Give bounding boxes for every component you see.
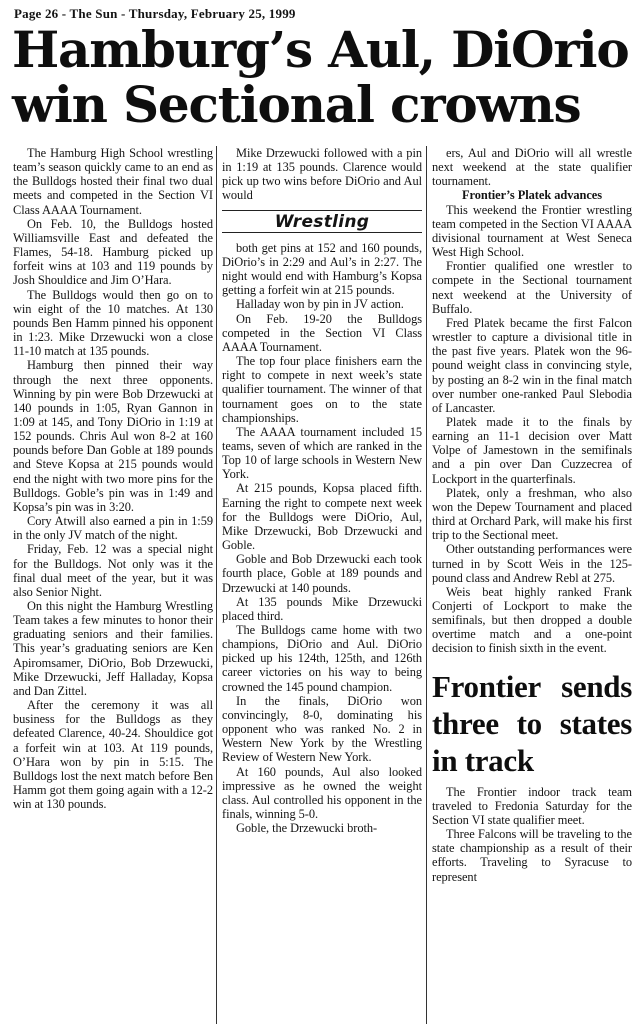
headline — [12, 22, 632, 132]
paragraph: Mike Drzewucki followed with a pin in 1:19 at 135 pounds. Clarence would pick up two wins before DiOrio and Aul would — [222, 146, 422, 203]
paragraph: ers, Aul and DiOrio will all wrestle next weekend at the state qualifier tournament. — [432, 146, 632, 189]
paragraph: Three Falcons will be traveling to the state championship as a result of their efforts. Traveling to Syracuse to represent — [432, 827, 632, 884]
track-headline: Frontier sends three to states in track — [432, 668, 632, 778]
headline-line-2: win Sectional crowns — [12, 75, 581, 134]
paragraph: Fred Platek became the first Falcon wrestler to capture a divisional title in the past five years. Platek won the 96-pound weight class in convincing style, by posting an 8-2 win in the final match over number one-ranked Paul Slebodia of Lancaster. — [432, 315, 632, 415]
paragraph: This weekend the Frontier wrestling team competed in the Section VI AAAA divisional tournament at West Seneca West High School. — [432, 202, 632, 260]
section-signature: Wrestling — [222, 210, 422, 233]
paragraph: Platek made it to the finals by earning an 11-1 decision over Matt Volpe of Jamestown in the semifinals and a pin over Dan Cuzzecrea of Lockport in the quarterfinals. — [432, 414, 632, 486]
paragraph: Other outstanding performances were turned in by Scott Weis in the 125-pound class and Andrew Rebl at 275. — [432, 542, 632, 585]
paragraph: The top four place finishers earn the right to compete in next week’s state qualifier tournament. The winner of that tournament goes on to the state championships. — [222, 354, 422, 425]
paragraph: The Bulldogs came home with two champions, DiOrio and Aul. DiOrio picked up his 124th, 125th, and 126th career victories on his way to being crowned the 145 pound champion. — [222, 623, 422, 694]
paragraph: On Feb. 19-20 the Bulldogs competed in the Section VI Class AAAA Tournament. — [222, 311, 422, 354]
page-folio: Page 26 - The Sun - Thursday, February 25, 1999 — [14, 6, 296, 21]
paragraph: Cory Atwill also earned a pin in 1:59 in the only JV match of the night. — [13, 514, 213, 543]
paragraph: At 160 pounds, Aul also looked impressive as he owned the weight class. Aul controlled his opponent in the finals, winning 5-0. — [222, 764, 422, 822]
column-rule — [426, 146, 427, 1024]
paragraph: Goble, the Drzewucki broth- — [236, 821, 378, 836]
paragraph: The Hamburg High School wrestling team’s season quickly came to an end as the Bulldogs hosted their final two dual meets and competed in the Section VI Class AAAA Tournament. — [13, 146, 213, 217]
paragraph: Frontier qualified one wrestler to compete in the Sectional tournament next weekend at the University of Buffalo. — [432, 259, 632, 316]
paragraph: On this night the Hamburg Wrestling Team takes a few minutes to honor their graduating seniors and their families. This year’s graduating seniors are Ken Apiromsamer, DiOrio, Bob Drzewucki, Mike Drzewucki, Jeff Halladay, Kopsa and Dan Zittel. — [13, 599, 213, 698]
paragraph: Halladay won by pin in JV action. — [236, 297, 404, 312]
paragraph: both get pins at 152 and 160 pounds, DiOrio’s in 2:29 and Aul’s in 2:27. The night would end with Hamburg’s Kopsa getting a forfeit win at 215 pounds. — [222, 240, 422, 298]
article-column-2 — [222, 146, 422, 835]
article-column-3 — [432, 146, 632, 884]
paragraph: In the finals, DiOrio won convincingly, 8-0, dominating his opponent who was ranked No. 2 in Western New York by the Wrestling Review of Western New York. — [222, 693, 422, 765]
column-rule — [216, 146, 217, 1024]
article-column-1 — [13, 146, 213, 811]
paragraph: Platek, only a freshman, who also won the Depew Tournament and placed third at Orchard Park, will make his first trip to the Sectional meet. — [432, 485, 632, 543]
paragraph: After the ceremony it was all business for the Bulldogs as they defeated Clarence, 40-24. Shouldice got a forfeit win at 103. At 119 pounds, O’Hara won by pin in 5:15. The Bulldogs lost the next match before Ben Hamm got them going again with a 12-2 win at 130 pounds. — [13, 698, 213, 812]
subheading: Frontier’s Platek advances — [461, 188, 603, 203]
paragraph: On Feb. 10, the Bulldogs hosted Williamsville East and defeated the Flames, 54-18. Hamburg picked up forfeit wins at 103 and 119 pounds by Josh Shouldice and Jim O’Hara. — [13, 216, 213, 288]
headline-line-1: Hamburg’s Aul, DiOrio — [12, 20, 629, 79]
paragraph: The AAAA tournament included 15 teams, seven of which are ranked in the Top 10 of large schools in Western New York. — [222, 424, 422, 482]
paragraph: Hamburg then pinned their way through the next three opponents. Winning by pin were Bob Drzewucki at 140 pounds in 1:05, Ryan Gannon in 1:09 at 145, and Tony DiOrio in 1:19 at 152 pounds. Chris Aul won 8-2 at 160 pounds before Dan Goble at 189 pounds and Steve Kopsa at 215 pounds would end the night with two more pins for the Bulldogs. Goble’s pin was in 1:49 and Kopsa’s pin was in 3:20. — [13, 358, 213, 514]
paragraph: At 135 pounds Mike Drzewucki placed third. — [222, 594, 422, 623]
paragraph: Friday, Feb. 12 was a special night for the Bulldogs. Not only was it the final dual meet of the year, but it was also Senior Night. — [13, 542, 213, 599]
paragraph: The Frontier indoor track team traveled to Fredonia Saturday for the Section VI state qualifier meet. — [432, 784, 632, 827]
paragraph: Weis beat highly ranked Frank Conjerti of Lockport to make the semifinals, but then dropped a double overtime match and a one-point decision to finish sixth in the event. — [432, 584, 632, 656]
paragraph: The Bulldogs would then go on to win eight of the 10 matches. At 130 pounds Ben Hamm pinned his opponent in 1:23. Mike Drzewucki won a close 11-10 match at 135 pounds. — [13, 287, 213, 359]
paragraph: Goble and Bob Drzewucki each took fourth place, Goble at 189 pounds and Drzewucki at 140 pounds. — [222, 552, 422, 595]
paragraph: At 215 pounds, Kopsa placed fifth. Earning the right to compete next week for the Bulldogs were DiOrio, Aul, Mike Drzewucki, Bob Drzewucki and Goble. — [222, 481, 422, 553]
